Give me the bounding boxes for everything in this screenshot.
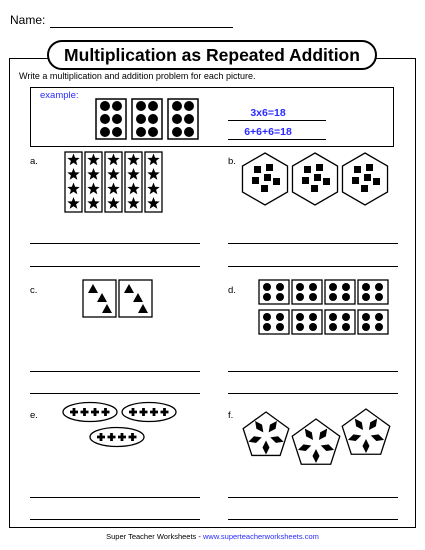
problem-c-triangles bbox=[82, 279, 154, 319]
example-dot bbox=[148, 127, 158, 137]
dot-group bbox=[358, 310, 388, 334]
dot-icon bbox=[329, 283, 337, 291]
problem-b-label: b. bbox=[228, 156, 236, 167]
footer bbox=[0, 532, 425, 541]
dot-icon bbox=[342, 313, 350, 321]
dot-icon bbox=[263, 313, 271, 321]
dot-group bbox=[325, 280, 355, 304]
problem-a-stars bbox=[64, 151, 167, 213]
dot-icon bbox=[342, 283, 350, 291]
dot-icon bbox=[309, 313, 317, 321]
answer-line-d-1[interactable] bbox=[228, 371, 398, 372]
problem-b-hexagons bbox=[240, 151, 390, 207]
dot-icon bbox=[309, 283, 317, 291]
dot-icon bbox=[309, 323, 317, 331]
dot-icon bbox=[296, 323, 304, 331]
dot-icon bbox=[296, 293, 304, 301]
square-icon bbox=[352, 177, 359, 184]
dot-icon bbox=[276, 313, 284, 321]
frame-top-right bbox=[372, 58, 416, 59]
dot-group bbox=[292, 310, 322, 334]
frame-top-left bbox=[9, 58, 51, 59]
dot-icon bbox=[329, 313, 337, 321]
dot-icon bbox=[362, 323, 370, 331]
dot-group bbox=[259, 310, 289, 334]
answer-line-e-1[interactable] bbox=[30, 497, 200, 498]
footer-separator: - bbox=[196, 532, 203, 541]
example-dot bbox=[100, 101, 110, 111]
square-icon bbox=[252, 177, 259, 184]
problem-e-label: e. bbox=[30, 410, 38, 421]
square-icon bbox=[364, 174, 371, 181]
footer-site: Super Teacher Worksheets bbox=[106, 532, 197, 541]
problem-d-label: d. bbox=[228, 285, 236, 296]
dot-icon bbox=[296, 283, 304, 291]
square-icon bbox=[302, 177, 309, 184]
dot-icon bbox=[296, 313, 304, 321]
square-icon bbox=[323, 178, 330, 185]
example-dot bbox=[112, 114, 122, 124]
dot-icon bbox=[263, 323, 271, 331]
dot-icon bbox=[276, 323, 284, 331]
dot-icon bbox=[276, 283, 284, 291]
example-dot bbox=[172, 101, 182, 111]
square-icon bbox=[366, 164, 373, 171]
answer-line-a-2[interactable] bbox=[30, 266, 200, 267]
dot-icon bbox=[263, 283, 271, 291]
example-dot bbox=[100, 114, 110, 124]
dot-icon bbox=[342, 323, 350, 331]
instructions: Write a multiplication and addition problem for each picture. bbox=[19, 71, 256, 81]
dot-icon bbox=[342, 293, 350, 301]
square-icon bbox=[354, 166, 361, 173]
example-line-2 bbox=[228, 139, 326, 140]
dot-icon bbox=[263, 293, 271, 301]
page-title: Multiplication as Repeated Addition bbox=[47, 40, 377, 70]
dot-icon bbox=[329, 323, 337, 331]
example-label: example: bbox=[40, 90, 79, 101]
square-icon bbox=[304, 166, 311, 173]
example-multiplication: 3x6=18 bbox=[250, 107, 286, 119]
square-icon bbox=[373, 178, 380, 185]
dot-group bbox=[259, 280, 289, 304]
square-icon bbox=[266, 164, 273, 171]
dot-icon bbox=[276, 293, 284, 301]
dot-group bbox=[325, 310, 355, 334]
dot-icon bbox=[375, 293, 383, 301]
example-box bbox=[30, 87, 394, 147]
example-dot bbox=[100, 127, 110, 137]
name-line[interactable] bbox=[50, 27, 233, 28]
dot-icon bbox=[362, 293, 370, 301]
dot-icon bbox=[375, 283, 383, 291]
dot-icon bbox=[375, 323, 383, 331]
example-dot bbox=[184, 114, 194, 124]
example-dot bbox=[112, 127, 122, 137]
example-dot bbox=[184, 127, 194, 137]
name-label: Name: bbox=[10, 13, 46, 27]
example-dot bbox=[136, 101, 146, 111]
example-dot bbox=[148, 114, 158, 124]
example-dot bbox=[184, 101, 194, 111]
answer-line-c-2[interactable] bbox=[30, 393, 200, 394]
answer-line-a-1[interactable] bbox=[30, 243, 200, 244]
problem-e-plus-ovals bbox=[62, 401, 178, 451]
answer-line-c-1[interactable] bbox=[30, 371, 200, 372]
example-dot bbox=[172, 127, 182, 137]
problem-c-label: c. bbox=[30, 285, 38, 296]
example-picture bbox=[95, 98, 205, 140]
answer-line-b-2[interactable] bbox=[228, 266, 398, 267]
example-dot bbox=[136, 114, 146, 124]
problem-a-label: a. bbox=[30, 156, 38, 167]
answer-line-b-1[interactable] bbox=[228, 243, 398, 244]
answer-line-e-2[interactable] bbox=[30, 519, 200, 520]
square-icon bbox=[314, 174, 321, 181]
problem-f-pentagons bbox=[238, 400, 396, 472]
answer-line-f-2[interactable] bbox=[228, 519, 398, 520]
dot-group bbox=[292, 280, 322, 304]
example-dot bbox=[172, 114, 182, 124]
problem-f-label: f. bbox=[228, 410, 234, 421]
dot-icon bbox=[362, 283, 370, 291]
example-addition: 6+6+6=18 bbox=[244, 126, 292, 138]
square-icon bbox=[264, 174, 271, 181]
dot-icon bbox=[309, 293, 317, 301]
square-icon bbox=[273, 178, 280, 185]
example-dot bbox=[112, 101, 122, 111]
dot-group bbox=[358, 280, 388, 304]
example-dot bbox=[148, 101, 158, 111]
square-icon bbox=[316, 164, 323, 171]
square-icon bbox=[254, 166, 261, 173]
footer-url[interactable]: www.superteacherworksheets.com bbox=[202, 532, 319, 541]
problem-d-dots bbox=[258, 279, 390, 336]
dot-icon bbox=[375, 313, 383, 321]
square-icon bbox=[261, 185, 268, 192]
square-icon bbox=[361, 185, 368, 192]
dot-icon bbox=[362, 313, 370, 321]
dot-icon bbox=[329, 293, 337, 301]
square-icon bbox=[311, 185, 318, 192]
example-dot bbox=[136, 127, 146, 137]
answer-line-d-2[interactable] bbox=[228, 393, 398, 394]
answer-line-f-1[interactable] bbox=[228, 497, 398, 498]
example-line-1 bbox=[228, 120, 326, 121]
